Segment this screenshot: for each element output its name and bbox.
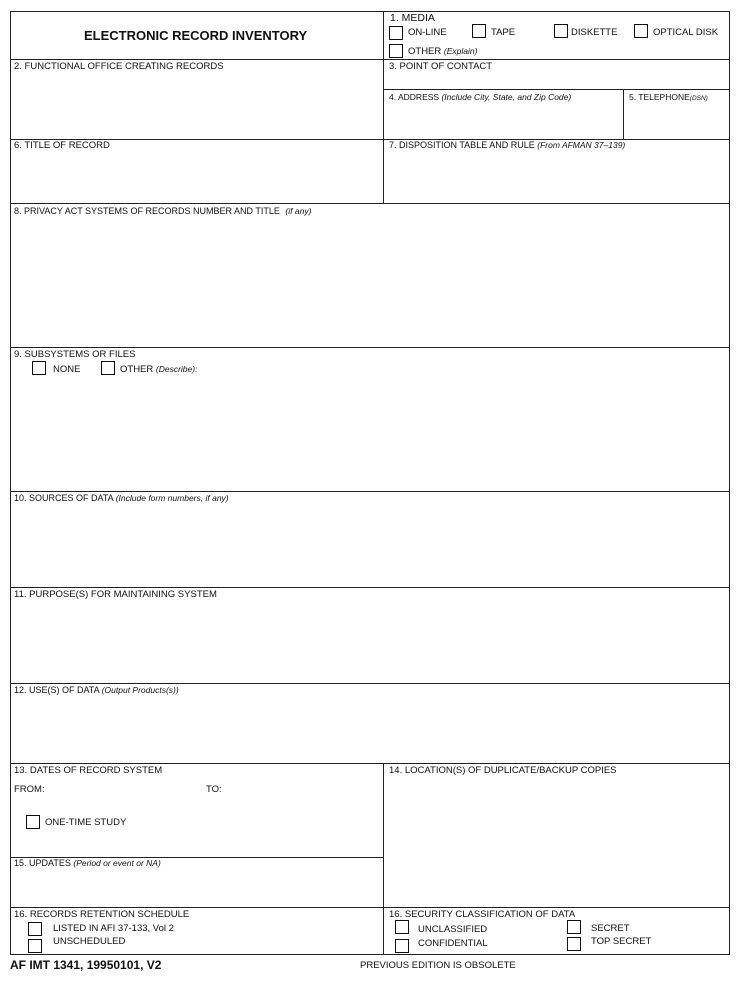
- purposes-label: 11. PURPOSE(S) FOR MAINTAINING SYSTEM: [14, 589, 217, 600]
- one-time-study-label: ONE-TIME STUDY: [45, 817, 127, 828]
- retention-label: 16. RECORDS RETENTION SCHEDULE: [14, 909, 190, 920]
- subsystems-field[interactable]: [11, 378, 730, 491]
- media-optical-disk-checkbox[interactable]: [634, 24, 648, 38]
- retention-unscheduled-label: UNSCHEDULED: [53, 936, 126, 947]
- subsystems-label: 9. SUBSYSTEMS OR FILES: [14, 349, 136, 360]
- divider-row9: [10, 907, 730, 908]
- updates-label-text: 15. UPDATES: [14, 858, 71, 868]
- divider-row5: [10, 491, 730, 492]
- subsystems-none-label: NONE: [53, 364, 81, 375]
- uses-field[interactable]: [11, 698, 730, 763]
- media-other-label: [408, 46, 477, 57]
- security-confidential-label: CONFIDENTIAL: [418, 938, 488, 949]
- sources-label: [14, 493, 229, 504]
- divider-row8: [10, 763, 730, 764]
- uses-label: [14, 685, 179, 696]
- subsystems-none-checkbox[interactable]: [32, 361, 46, 375]
- locations-field[interactable]: [384, 778, 730, 907]
- security-top-secret-label: TOP SECRET: [591, 936, 652, 947]
- address-hint: (Include City, State, and Zip Code): [441, 92, 572, 102]
- title-of-record-field[interactable]: [11, 153, 383, 203]
- media-online-label: ON-LINE: [408, 27, 447, 38]
- media-diskette-label: DISKETTE: [571, 27, 618, 38]
- updates-label: [14, 858, 161, 869]
- functional-office-label: 2. FUNCTIONAL OFFICE CREATING RECORDS: [14, 61, 224, 72]
- privacy-act-field[interactable]: [11, 218, 730, 347]
- address-field[interactable]: [384, 104, 623, 139]
- security-secret-checkbox[interactable]: [567, 920, 581, 934]
- media-other-hint: (Explain): [443, 46, 478, 56]
- functional-office-field[interactable]: [11, 73, 383, 139]
- media-tape-label: TAPE: [491, 27, 516, 38]
- sources-label-text: 10. SOURCES OF DATA: [14, 493, 114, 503]
- dates-to-label: TO:: [206, 784, 222, 795]
- uses-label-text: 12. USE(S) OF DATA: [14, 685, 100, 695]
- divider-row6: [10, 587, 730, 588]
- subsystems-other-text: OTHER: [120, 364, 154, 375]
- privacy-act-label-text: 8. PRIVACY ACT SYSTEMS OF RECORDS NUMBER AND TITLE: [14, 206, 280, 216]
- subsystems-other-label: [120, 364, 197, 375]
- dates-from-field[interactable]: [48, 780, 198, 796]
- uses-hint: (Output Products(s)): [101, 685, 179, 695]
- media-tape-checkbox[interactable]: [472, 24, 486, 38]
- telephone-label-text: 5. TELEPHONE: [629, 92, 690, 102]
- security-top-secret-checkbox[interactable]: [567, 937, 581, 951]
- subsystems-other-hint: (Describe):: [155, 364, 198, 374]
- one-time-study-checkbox[interactable]: [26, 815, 40, 829]
- privacy-act-label: [14, 206, 311, 217]
- security-unclassified-checkbox[interactable]: [395, 920, 409, 934]
- divider-row7: [10, 683, 730, 684]
- telephone-label: [629, 92, 708, 104]
- media-diskette-checkbox[interactable]: [554, 24, 568, 38]
- address-label: [389, 92, 571, 103]
- media-online-checkbox[interactable]: [389, 26, 403, 40]
- disposition-label: [389, 140, 625, 151]
- point-of-contact-label: 3. POINT OF CONTACT: [389, 61, 493, 72]
- form-title: ELECTRONIC RECORD INVENTORY: [84, 28, 308, 43]
- retention-listed-checkbox[interactable]: [28, 922, 42, 936]
- telephone-field[interactable]: [624, 104, 730, 139]
- dates-from-label: FROM:: [14, 784, 45, 795]
- security-secret-label: SECRET: [591, 923, 630, 934]
- title-of-record-label: 6. TITLE OF RECORD: [14, 140, 110, 151]
- disposition-hint: (From AFMAN 37–139): [537, 140, 626, 150]
- media-other-text: OTHER: [408, 46, 442, 57]
- disposition-field[interactable]: [384, 153, 730, 203]
- updates-hint: (Period or event or NA): [73, 858, 161, 868]
- divider-poc-address: [383, 89, 730, 90]
- point-of-contact-field[interactable]: [384, 73, 730, 89]
- disposition-label-text: 7. DISPOSITION TABLE AND RULE: [389, 140, 535, 150]
- media-optical-disk-label: OPTICAL DISK: [653, 27, 719, 38]
- retention-listed-label: LISTED IN AFI 37-133, Vol 2: [53, 923, 174, 934]
- sources-field[interactable]: [11, 506, 730, 587]
- updates-field[interactable]: [11, 871, 383, 907]
- divider-row3: [10, 203, 730, 204]
- dates-to-field[interactable]: [226, 780, 376, 796]
- privacy-act-hint: (if any): [285, 206, 312, 216]
- locations-label: 14. LOCATION(S) OF DUPLICATE/BACKUP COPIES: [389, 765, 617, 776]
- divider-row1: [10, 59, 730, 60]
- retention-unscheduled-checkbox[interactable]: [28, 939, 42, 953]
- security-unclassified-label: UNCLASSIFIED: [418, 924, 488, 935]
- edition-note: PREVIOUS EDITION IS OBSOLETE: [360, 960, 516, 971]
- media-label: 1. MEDIA: [390, 12, 435, 24]
- divider-row4: [10, 347, 730, 348]
- media-other-checkbox[interactable]: [389, 44, 403, 58]
- purposes-field[interactable]: [11, 602, 730, 683]
- form-id: AF IMT 1341, 19950101, V2: [10, 958, 162, 972]
- security-confidential-checkbox[interactable]: [395, 939, 409, 953]
- security-label: 16. SECURITY CLASSIFICATION OF DATA: [389, 909, 576, 920]
- telephone-hint: (DSN): [689, 95, 708, 102]
- address-label-text: 4. ADDRESS: [389, 92, 440, 102]
- sources-hint: (Include form numbers, if any): [115, 493, 229, 503]
- dates-label: 13. DATES OF RECORD SYSTEM: [14, 765, 163, 776]
- subsystems-other-checkbox[interactable]: [101, 361, 115, 375]
